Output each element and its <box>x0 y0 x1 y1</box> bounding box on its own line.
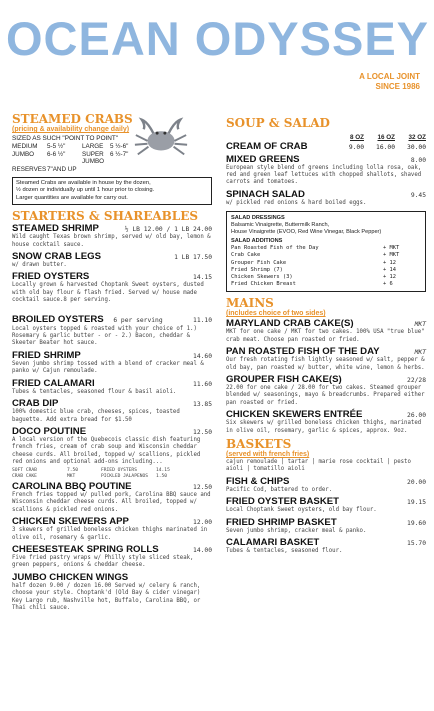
additions-heading: SALAD ADDITIONS <box>231 238 283 245</box>
size-value: 6-6 ½" <box>47 150 66 158</box>
item-price: 12.00 <box>193 519 212 527</box>
menu-item <box>12 544 212 570</box>
steamed-crabs-sub: (pricing & availability change daily) <box>12 126 130 133</box>
item-name: CRAB DIP <box>12 398 59 410</box>
menu-item <box>12 481 212 514</box>
item-desc: 100% domestic blue crab, cheeses, spices, toasted baguette. Add extra bread for $1.50 <box>12 409 180 423</box>
poutine-addons <box>12 468 212 480</box>
menu-item <box>226 476 426 494</box>
addon-name: PICKLED JALAPENOS <box>101 473 149 479</box>
item-desc: 22.00 for one cake / 28.00 for two cakes. Steamed grouper blended w/ seasonings, mayo & breadcrumbs. Prepared either pan roasted or fried. <box>226 384 425 406</box>
item-name: BROILED OYSTERS <box>12 313 104 325</box>
item-name: SNOW CRAB LEGS <box>12 251 102 263</box>
item-price: 11.10 <box>193 316 212 324</box>
item-price: 22/28 <box>407 376 426 384</box>
menu-item <box>12 271 212 304</box>
addition-name: Grouper Fish Cake <box>231 259 287 266</box>
addition-name: Fried Chicken Breast <box>231 281 296 288</box>
sized-as: SIZED AS SUCH "POINT TO POINT" <box>12 135 119 142</box>
item-name: FRIED SHRIMP BASKET <box>226 516 337 528</box>
item-name: FRIED CALAMARI <box>12 377 95 389</box>
size-value: 5 ½-6" <box>110 143 129 150</box>
item-desc: European style blend of greens including lolla rosa, oak, red and green leaf lettuces with chopped shallots, shaved carrots and tomatoes. <box>226 164 422 186</box>
size-label: SUPER JUMBO <box>82 150 105 165</box>
addon-price: 14.15 <box>156 467 170 473</box>
item-name: FRIED OYSTERS <box>12 271 90 283</box>
restaurant-title: OCEAN ODYSSEY <box>6 12 430 65</box>
size-header: 32 OZ <box>408 134 426 141</box>
item-desc: Local oysters topped & roasted with your choice of 1.) Rosemary & garlic butter - or - 2.) Bacon, cheddar & Skeeter Beater hot sauce. <box>12 325 197 347</box>
addition-name: Chicken Skewers (3) <box>231 273 293 280</box>
menu-item <box>12 378 212 396</box>
item-desc: Five fried pastry wraps w/ Philly style sliced steak, green peppers, onions & cheddar cheese. <box>12 555 194 569</box>
item-price: MKT <box>414 349 426 357</box>
item-desc: Seven jumbo shrimp tossed with a blend of cracker meal & panko w/ Cajun remoulade. <box>12 360 204 375</box>
addon-name: FRIED OYSTERS <box>101 467 137 473</box>
addon-price: 1.50 <box>156 473 168 479</box>
addon-name: SOFT CRAB <box>12 467 37 473</box>
note-line: ½ dozen or individually up until 1 hour prior to closing. <box>16 187 155 194</box>
item-name: GROUPER FISH CAKE(S) <box>226 373 342 385</box>
item-desc: Wild caught Texas brown shrimp, served w/ old bay, lemon & house cocktail sauce. <box>12 234 211 248</box>
addition-row <box>231 260 421 267</box>
item-price: ½ LB 12.00 / 1 LB 24.00 <box>124 226 212 234</box>
menu-item <box>12 398 212 424</box>
item-desc: Tubes & tentacles, seasoned flour & basil aioli. <box>12 388 177 395</box>
menu-item <box>12 223 212 249</box>
menu-item <box>12 251 212 269</box>
item-name: FRIED SHRIMP <box>12 349 81 361</box>
soup-size-headers <box>226 134 426 141</box>
item-desc: Pacific Cod, battered to order. <box>226 486 333 493</box>
dressings-line: Balsamic Vinaigrette, Buttermilk Ranch, <box>231 222 330 229</box>
menu-item <box>226 517 426 535</box>
item-name: PAN ROASTED FISH OF THE DAY <box>226 346 380 358</box>
size-label: MEDIUM <box>12 143 38 150</box>
crab-sizes <box>12 143 212 173</box>
item-price: 12.50 <box>193 484 212 492</box>
item-desc: A local version of the Quebecois classic dish featuring french fries, cream of crab soup and Wisconsin cheddar cheese curds. All broiled, topped w/ scallions, pickled red onions and optional add-ons including... <box>12 436 201 466</box>
item-name: FISH & CHIPS <box>226 475 290 487</box>
addon-price: MKT <box>67 473 76 479</box>
item-desc: half dozen 9.00 / dozen 16.00 Served w/ celery & ranch, choose your style. Choptank'd (Old Bay & cider vinegar) Key Largo rub, Nashville hot, Buffalo, Carolina BBQ, or Thai chili sauce. <box>12 582 201 612</box>
item-desc: Tubes & tentacles, seasoned flour. <box>226 548 343 555</box>
addition-price: + MKT <box>383 245 400 252</box>
menu-item <box>12 516 212 542</box>
item-name: MIXED GREENS <box>226 153 300 165</box>
mains-sub: (includes choice of two sides) <box>226 310 326 318</box>
steamed-crabs-heading: STEAMED CRABS <box>12 112 133 126</box>
addition-row <box>231 252 421 259</box>
baskets-sauces: cajun remoulade | tartar | marie rose cocktail | pesto aioli | tomatillo aioli <box>226 459 411 473</box>
menu-item <box>226 318 426 344</box>
item-name: CREAM OF CRAB <box>226 141 308 152</box>
menu-item <box>226 141 426 152</box>
menu-item <box>226 374 426 407</box>
size-header: 16 OZ <box>377 134 395 141</box>
note-line: Steamed Crabs are available in house by the dozen, <box>16 180 151 186</box>
item-name: CHEESESTEAK SPRING ROLLS <box>12 544 159 556</box>
item-price: 9.45 <box>410 191 426 199</box>
size-label: RESERVES <box>12 165 47 173</box>
tagline-line-1: A LOCAL JOINT <box>359 72 420 81</box>
menu-item <box>226 537 426 555</box>
item-desc: w/ pickled red onions & hard boiled eggs. <box>226 199 367 206</box>
item-price: 20.00 <box>407 478 426 486</box>
item-name: CAROLINA BBQ POUTINE <box>12 481 132 493</box>
item-desc: Local Choptank Sweet oysters, old bay flour. <box>226 507 377 514</box>
price: 30.00 <box>407 144 426 151</box>
item-price: 8.00 <box>410 156 426 164</box>
tagline <box>359 72 420 92</box>
item-prices <box>340 144 426 151</box>
salad-options-box <box>226 211 426 292</box>
item-desc: 3 skewers of grilled boneless chicken thighs marinated in olive oil, rosemary & garlic. <box>12 527 208 541</box>
starters-heading: STARTERS & SHAREABLES <box>12 209 199 224</box>
item-price: 13.85 <box>193 401 212 409</box>
size-value: 7"AND UP <box>47 165 77 173</box>
menu-item <box>226 346 426 372</box>
item-desc: MKT for one cake / MKT for two cakes. 100% USA "true blue" crab meat. Choose pan roasted or fried. <box>226 329 425 343</box>
item-price: 19.15 <box>407 499 426 507</box>
addition-row <box>231 267 421 274</box>
addition-price: + MKT <box>383 252 400 259</box>
menu-item <box>226 496 426 514</box>
soup-salad-heading: SOUP & SALAD <box>226 116 330 130</box>
mains-heading: MAINS <box>226 296 274 311</box>
dressings-line: House Vinaigrette (EVOO, Red Wine Vinegar, Black Pepper) <box>231 229 382 236</box>
item-desc: French fries topped w/ pulled pork, Carolina BBQ sauce and Wisconsin cheddar cheese curds. All broiled, topped w/ scallions & pickled red onions. <box>12 492 211 513</box>
size-header: 8 OZ <box>350 134 364 141</box>
addition-name: Crab Cake <box>231 252 261 259</box>
addition-price: + 12 <box>383 259 396 266</box>
item-name: SPINACH SALAD <box>226 188 305 200</box>
menu-item <box>12 572 212 613</box>
item-price: 19.60 <box>407 519 426 527</box>
item-price: 1 LB 17.50 <box>174 254 212 262</box>
menu-item <box>226 189 426 207</box>
addition-price: + 6 <box>383 281 393 288</box>
item-price: 14.15 <box>193 274 212 282</box>
addon-price: 7.50 <box>67 467 79 473</box>
item-price: MKT <box>414 321 426 329</box>
size-value: 5-5 ½" <box>47 143 66 150</box>
item-price: 14.00 <box>193 547 212 555</box>
item-name: FRIED OYSTER BASKET <box>226 496 340 508</box>
item-price: 11.60 <box>193 380 212 388</box>
item-desc: Our fresh rotating fish lightly seasoned w/ salt, pepper & old bay, pan roasted w/ butter, white wine, lemon & herbs. <box>226 357 425 371</box>
left-column <box>12 112 212 615</box>
item-name: CHICKEN SKEWERS APP <box>12 516 129 528</box>
addition-row <box>231 281 421 288</box>
size-value: 6 ½-7" <box>110 150 129 158</box>
item-desc: w/ drawn butter. <box>12 262 67 269</box>
addition-price: + 12 <box>383 273 396 280</box>
menu-item <box>12 307 212 348</box>
size-label: JUMBO <box>12 150 35 158</box>
item-name: DOCO POUTINE <box>12 425 87 437</box>
item-price: 14.60 <box>193 352 212 360</box>
addition-row <box>231 245 421 252</box>
dressings-heading: SALAD DRESSINGS <box>231 215 285 222</box>
menu-item <box>12 426 212 480</box>
item-desc: Seven jumbo shrimp, cracker meal & panko. <box>226 527 367 534</box>
item-name-extra: 6 per serving <box>113 316 163 324</box>
baskets-heading: BASKETS <box>226 437 292 451</box>
addition-row <box>231 274 421 281</box>
addon-name: CRAB CAKE <box>12 473 37 479</box>
tagline-line-2: SINCE 1986 <box>375 82 420 91</box>
item-desc: Locally grown & harvested Choptank Sweet oysters, dusted with old bay flour & flash fried. Served w/ house made cocktail sauce.8 per serving. <box>12 282 204 304</box>
item-price: 26.00 <box>407 412 426 420</box>
note-line: Larger quantities are available for carry out. <box>16 194 128 201</box>
crab-availability-note <box>12 177 212 205</box>
menu-item <box>226 409 426 435</box>
menu-item <box>226 154 426 187</box>
item-name: CALAMARI BASKET <box>226 537 320 549</box>
addition-name: Pan Roasted Fish of the Day <box>231 245 319 252</box>
item-name: CHICKEN SKEWERS ENTRÉE <box>226 409 363 421</box>
price: 16.00 <box>376 144 395 151</box>
item-price: 12.50 <box>193 428 212 436</box>
item-name: MARYLAND CRAB CAKE(S) <box>226 318 354 330</box>
item-desc: Six skewers w/ grilled boneless chicken thighs, marinated in olive oil, rosemary, garlic & spices, approx. 9oz. <box>226 420 422 434</box>
item-price: 15.70 <box>407 540 426 548</box>
addition-price: + 14 <box>383 266 396 273</box>
size-label: LARGE <box>82 143 104 150</box>
baskets-sub: (served with french fries) <box>226 451 310 458</box>
item-name: STEAMED SHRIMP <box>12 223 99 235</box>
menu-item <box>12 350 212 376</box>
item-name: JUMBO CHICKEN WINGS <box>12 571 129 583</box>
addition-name: Fried Shrimp (7) <box>231 266 283 273</box>
price: 9.00 <box>348 144 364 151</box>
right-column <box>226 116 426 557</box>
